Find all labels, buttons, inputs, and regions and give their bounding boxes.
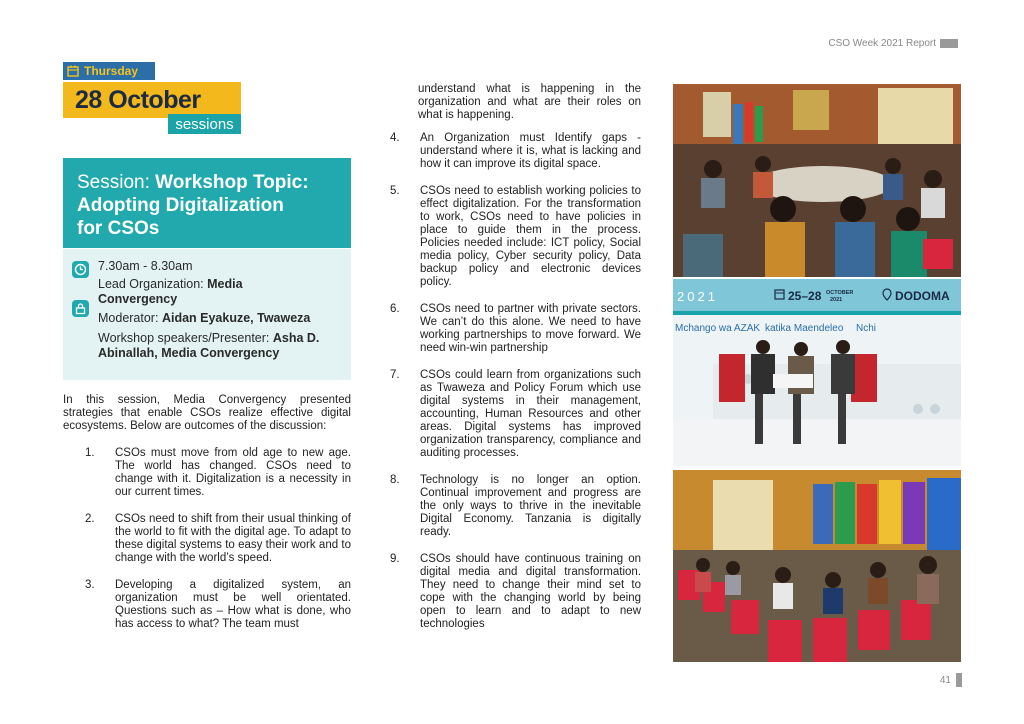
banner-month-year: 2021 xyxy=(830,297,843,303)
speakers-value-1: Asha D. xyxy=(272,331,320,345)
speakers-label: Workshop speakers/Presenter: xyxy=(98,331,270,345)
lock-icon xyxy=(72,300,89,317)
session-topic-1: Workshop Topic: xyxy=(155,172,309,193)
session-time: 7.30am - 8.30am xyxy=(98,259,193,273)
clock-icon xyxy=(72,261,89,278)
session-topic-3: for CSOs xyxy=(77,218,160,239)
list-item xyxy=(390,185,641,289)
list-number: 7. xyxy=(390,369,400,381)
list-item xyxy=(390,369,641,460)
page-number-label: 41 xyxy=(939,674,951,686)
list-number: 2. xyxy=(85,513,95,525)
date-badge xyxy=(63,82,241,118)
banner-dates: 25–28 xyxy=(788,289,822,303)
sessions-label: sessions xyxy=(175,115,234,133)
list-text: CSOs should have continuous training on digital media and digital transformation. They need to change their mind set to cope with the changing world by being open to learn and to adapt to new technologies xyxy=(420,553,641,630)
list-text: CSOs need to establish working policies to effect digitalization. For the transformation to work, CSOs need to have policies in place to guide them in the process. Policies needed include: ICT policy, Social media policy, Cyber security policy, Data backup policy and electronic devices policy. xyxy=(420,185,641,288)
workshop-photo-1-image xyxy=(673,84,961,277)
page-number-bar xyxy=(956,673,962,687)
day-badge xyxy=(63,62,155,80)
workshop-photo-2-image xyxy=(673,279,961,466)
session-title-line1 xyxy=(77,171,337,194)
list-item xyxy=(390,553,641,631)
speakers xyxy=(98,331,343,361)
banner-slogan-right: Nchi xyxy=(856,323,877,334)
intro-paragraph: In this session, Media Convergency presented strategies that enable CSOs realize effective digital ecosystems. Below are outcomes of the discussion: xyxy=(63,394,351,432)
list-text: CSOs must move from old age to new age. The world has changed. CSOs need to change with it. Digitalization is a necessity in our current times. xyxy=(115,447,351,498)
list-number: 1. xyxy=(85,447,95,459)
list-item xyxy=(390,303,641,355)
list-text: CSOs need to shift from their usual thinking of the world to fit with the digital age. To adapt to these digital systems to easy their work and to change with the world’s speed. xyxy=(115,513,351,564)
banner-month: OCTOBER xyxy=(826,290,854,296)
moderator-label: Moderator: xyxy=(98,311,159,325)
banner-year: 2021 xyxy=(677,289,718,304)
speakers-value-2: Abinallah, Media Convergency xyxy=(98,346,280,360)
list-item xyxy=(85,579,351,631)
list-text: CSOs need to partner with private sectors. We can’t do this alone. We need to have working partnerships to move forward. We need win-win partnership xyxy=(420,303,641,354)
workshop-photo-1 xyxy=(673,84,961,277)
workshop-photo-3 xyxy=(673,470,961,662)
list-number: 8. xyxy=(390,474,400,486)
list-item xyxy=(390,132,641,171)
page-number xyxy=(940,673,962,687)
session-label: Session: xyxy=(77,172,150,193)
header-bar xyxy=(940,39,958,48)
report-header xyxy=(828,38,958,49)
sessions-badge xyxy=(168,114,241,134)
lead-value-2: Convergency xyxy=(98,292,178,306)
day-label: Thursday xyxy=(84,64,139,78)
banner-slogan-left: Mchango wa AZAK xyxy=(675,323,761,334)
list-item xyxy=(390,474,641,539)
lead-organization xyxy=(98,277,343,307)
workshop-photo-3-image xyxy=(673,470,961,662)
session-info-box xyxy=(63,249,351,380)
session-title-box xyxy=(63,158,351,248)
session-topic-2: Adopting Digitalization xyxy=(77,195,284,216)
workshop-photo-2 xyxy=(673,279,961,466)
lead-label: Lead Organization: xyxy=(98,277,204,291)
list-text: Technology is no longer an option. Continual improvement and progress are the only ways to thrive in the inevitable Digital Economy. Tanzania is digitally ready. xyxy=(420,474,641,538)
list-number: 5. xyxy=(390,185,400,197)
calendar-icon xyxy=(67,65,79,77)
report-title: CSO Week 2021 Report xyxy=(828,38,936,49)
list-number: 9. xyxy=(390,553,400,565)
outcomes-list-left xyxy=(85,447,351,631)
moderator xyxy=(98,311,343,326)
moderator-value: Aidan Eyakuze, Twaweza xyxy=(161,311,311,325)
list-number: 6. xyxy=(390,303,400,315)
list-item-3-continued: understand what is happening in the organization and what are their roles on what is happening. xyxy=(418,83,641,121)
list-text: CSOs could learn from organizations such as Twaweza and Policy Forum which use digital systems in their management, accounting, Human Resources and other areas. Digital systems has improved organization transparency, compliance and auditing processes. xyxy=(420,369,641,459)
banner-slogan-mid: katika Maendeleo xyxy=(765,323,844,334)
lead-value-1: Media xyxy=(207,277,243,291)
list-number: 3. xyxy=(85,579,95,591)
date-label: 28 October xyxy=(75,85,201,114)
list-item xyxy=(85,513,351,565)
outcomes-list-middle xyxy=(390,132,641,631)
banner-city: DODOMA xyxy=(895,289,950,303)
list-item xyxy=(85,447,351,499)
list-text: Developing a digitalized system, an organization must be well orientated. Questions such as – How what is done, who has access to what? The team must xyxy=(115,579,351,630)
list-text: An Organization must Identify gaps - understand where it is, what is lacking and how it can improve its digital space. xyxy=(420,132,641,170)
list-number: 4. xyxy=(390,132,400,144)
